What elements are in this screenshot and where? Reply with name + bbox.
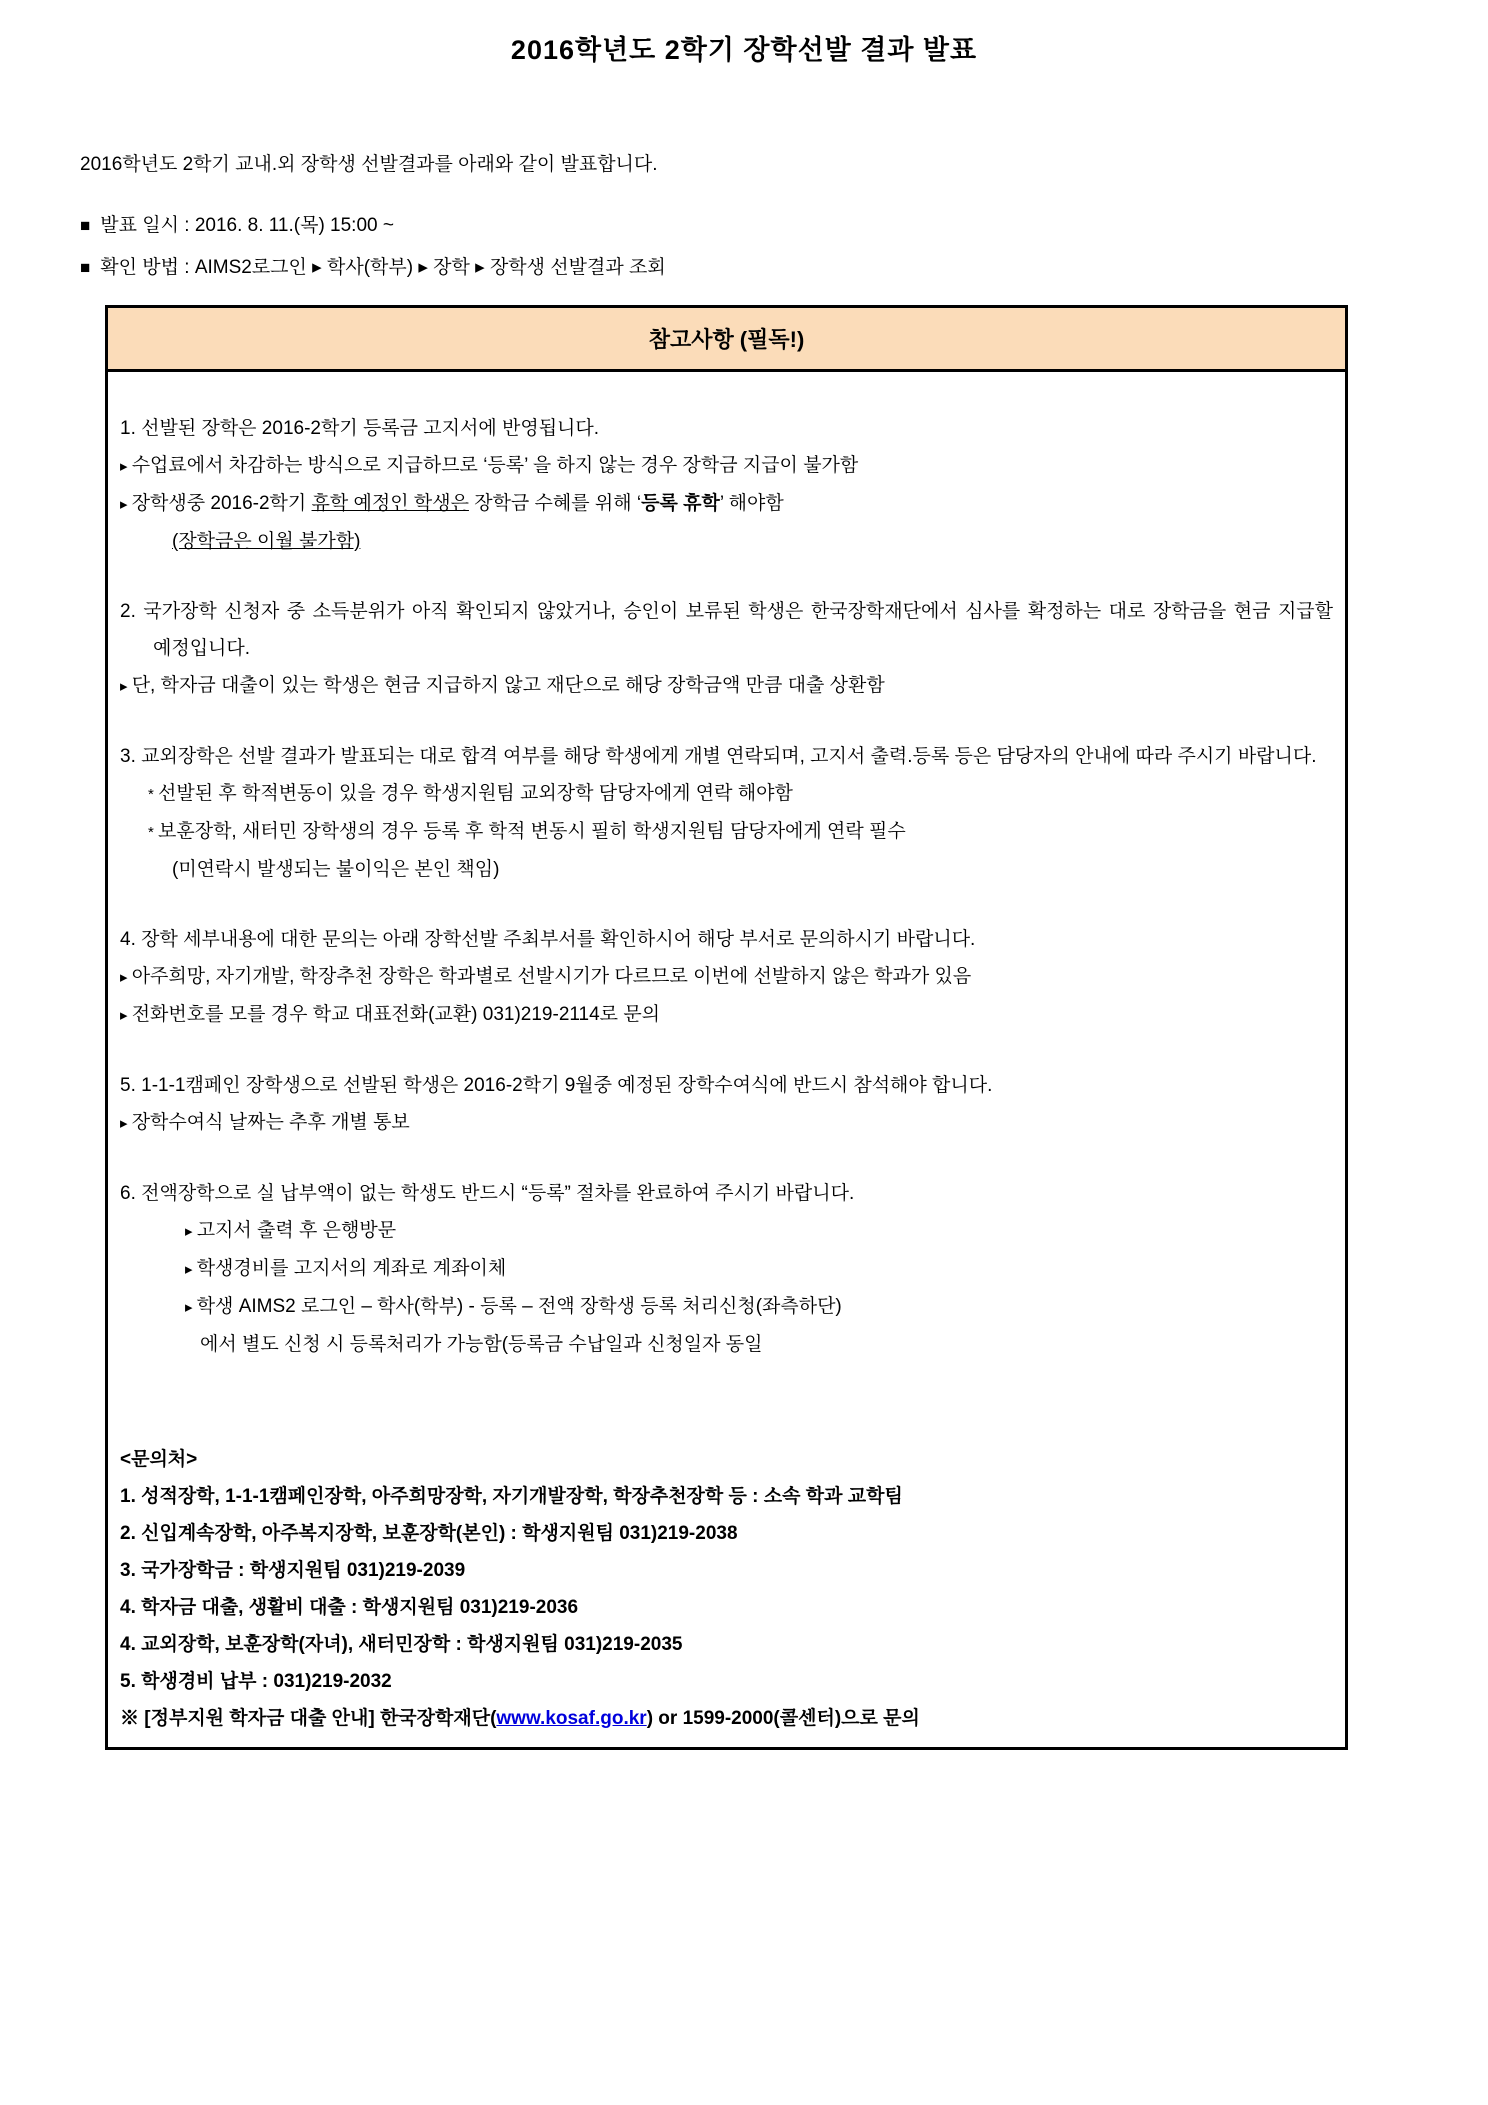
notice-item-list [120, 410, 1333, 1363]
kosaf-link[interactable]: www.kosaf.go.kr [496, 1708, 647, 1729]
contacts-label: <문의처> [120, 1449, 198, 1470]
contact-item: 5. 학생경비 납부 : 031)219-2032 [120, 1671, 392, 1692]
intro-paragraph: 2016학년도 2학기 교내.외 장학생 선발결과를 아래와 같이 발표합니다. [80, 154, 658, 175]
announcement-meta [80, 210, 1408, 279]
notice-item [120, 410, 1333, 560]
text-segment: 고지서 출력 후 은행방문 [196, 1220, 397, 1241]
item-number: 6. [120, 1183, 142, 1204]
notice-sub-item [120, 447, 1333, 485]
text-segment: 수업료에서 차감하는 방식으로 지급하므로 ‘등록’ 을 하지 않는 경우 장학금 지급이 불가함 [131, 455, 859, 476]
meta-row-method [80, 252, 1408, 279]
triangle-bullet-icon: ▸ [120, 678, 132, 695]
triangle-bullet-icon: ▸ [120, 496, 132, 513]
text-segment: 에서 별도 신청 시 등록처리가 가능함(등록금 수납일과 신청일자 동일 [200, 1334, 763, 1355]
notice-sub-item [148, 775, 1333, 813]
notice-sub-item [185, 1212, 1333, 1250]
notice-sub-item [120, 1104, 1333, 1142]
notice-item [120, 1175, 1333, 1363]
notice-sub-item [172, 523, 1333, 560]
asterisk-marker-icon: * [148, 824, 159, 841]
triangle-bullet-icon: ▸ [120, 458, 132, 475]
text-segment: 장학생중 2016-2학기 [131, 493, 312, 514]
notice-body [108, 372, 1345, 1747]
contact-item: 2. 신입계속장학, 아주복지장학, 보훈장학(본인) : 학생지원팀 031)219-2038 [120, 1523, 738, 1544]
black-square-bullet-icon: ■ [80, 258, 91, 277]
contacts-section [120, 1441, 1333, 1737]
contact-item: 4. 교외장학, 보훈장학(자녀), 새터민장학 : 학생지원팀 031)219-2035 [120, 1634, 683, 1655]
asterisk-marker-icon: * [148, 786, 159, 803]
text-segment: 전액장학으로 실 납부액이 없는 학생도 반드시 “등록” 절차를 완료하여 주시기 바랍니다. [141, 1183, 855, 1204]
page-title: 2016학년도 2학기 장학선발 결과 발표 [510, 35, 978, 65]
triangle-bullet-icon: ▸ [120, 1007, 132, 1024]
footnote [120, 1700, 1333, 1737]
item-number: 3. [120, 746, 142, 767]
text-segment: ※ [정부지원 학자금 대출 안내] 한국장학재단( [120, 1708, 497, 1729]
notice-header: 참고사항 (필독!) [108, 308, 1345, 372]
text-segment: (장학금은 이월 불가함) [172, 531, 361, 552]
triangle-bullet-icon: ▸ [120, 1115, 132, 1132]
item-number: 4. [120, 929, 142, 950]
triangle-bullet-icon: ▸ [185, 1299, 197, 1316]
text-segment: 학생 AIMS2 로그인 – 학사(학부) - 등록 – 전액 장학생 등록 처리신청(좌측하단) [196, 1296, 842, 1317]
meta-row-date [80, 210, 1408, 237]
notice-item [120, 1067, 1333, 1142]
triangle-bullet-icon: ▸ [185, 1261, 197, 1278]
notice-sub-item [120, 958, 1333, 996]
notice-sub-item [120, 485, 1333, 523]
item-number: 2. [120, 601, 144, 622]
notice-item-main [120, 1067, 1333, 1104]
notice-box [105, 305, 1348, 1750]
notice-sub-item [172, 851, 1333, 888]
notice-sub-item [120, 996, 1333, 1034]
text-segment: 장학수여식 날짜는 추후 개별 통보 [131, 1112, 410, 1133]
notice-item-main [120, 593, 1333, 667]
notice-sub-item [200, 1326, 1333, 1363]
text-segment: 단, 학자금 대출이 있는 학생은 현금 지급하지 않고 재단으로 해당 장학금액 만큼 대출 상환함 [131, 675, 885, 696]
notice-item-main [120, 921, 1333, 958]
announce-date-text: 발표 일시 : 2016. 8. 11.(목) 15:00 ~ [100, 215, 394, 236]
text-segment: 국가장학 신청자 중 소득분위가 아직 확인되지 않았거나, 승인이 보류된 학생은 한국장학재단에서 심사를 확정하는 대로 장학금을 현금 지급할 예정입니다. [143, 601, 1334, 659]
text-segment: 교외장학은 선발 결과가 발표되는 대로 합격 여부를 해당 학생에게 개별 연락되며, 고지서 출력.등록 등은 담당자의 안내에 따라 주시기 바랍니다. [141, 746, 1317, 767]
text-segment: 장학금 수혜를 위해 ‘ [468, 493, 642, 514]
notice-item [120, 593, 1333, 705]
text-segment: 휴학 예정인 학생은 [311, 493, 469, 514]
notice-item [120, 738, 1333, 888]
notice-sub-item [185, 1250, 1333, 1288]
text-segment: 전화번호를 모를 경우 학교 대표전화(교환) 031)219-2114로 문의 [131, 1004, 661, 1025]
text-segment: ) or 1599-2000(콜센터)으로 문의 [646, 1708, 920, 1729]
text-segment: 보훈장학, 새터민 장학생의 경우 등록 후 학적 변동시 필히 학생지원팀 담당자에게 연락 필수 [158, 821, 906, 842]
notice-item [120, 921, 1333, 1034]
contact-item: 1. 성적장학, 1-1-1캠페인장학, 아주희망장학, 자기개발장학, 학장추천장학 등 : 소속 학과 교학팀 [120, 1486, 903, 1507]
item-number: 5. [120, 1075, 142, 1096]
text-segment: 선발된 후 학적변동이 있을 경우 학생지원팀 교외장학 담당자에게 연락 해야함 [158, 783, 793, 804]
contact-item: 3. 국가장학금 : 학생지원팀 031)219-2039 [120, 1560, 466, 1581]
text-segment: 1-1-1캠페인 장학생으로 선발된 학생은 2016-2학기 9월중 예정된 장학수여식에 반드시 참석해야 합니다. [141, 1075, 993, 1096]
contact-list [120, 1478, 1333, 1700]
check-method-text: 확인 방법 : AIMS2로그인 ▸ 학사(학부) ▸ 장학 ▸ 장학생 선발결과 조회 [100, 257, 666, 278]
text-segment: (미연락시 발생되는 불이익은 본인 책임) [172, 859, 500, 880]
triangle-bullet-icon: ▸ [120, 969, 132, 986]
text-segment: 선발된 장학은 2016-2학기 등록금 고지서에 반영됩니다. [141, 418, 600, 439]
contact-item: 4. 학자금 대출, 생활비 대출 : 학생지원팀 031)219-2036 [120, 1597, 579, 1618]
notice-item-main [120, 410, 1333, 447]
notice-sub-item [120, 667, 1333, 705]
text-segment: 장학 세부내용에 대한 문의는 아래 장학선발 주최부서를 확인하시어 해당 부서로 문의하시기 바랍니다. [141, 929, 976, 950]
item-number: 1. [120, 418, 142, 439]
text-segment: 등록 휴학 [641, 493, 720, 514]
notice-sub-item [185, 1288, 1333, 1326]
notice-sub-item [148, 813, 1333, 851]
text-segment: 학생경비를 고지서의 계좌로 계좌이체 [196, 1258, 507, 1279]
text-segment: 아주희망, 자기개발, 학장추천 장학은 학과별로 선발시기가 다르므로 이번에 선발하지 않은 학과가 있음 [131, 966, 972, 987]
notice-item-main [120, 738, 1333, 775]
text-segment: ’ 해야함 [719, 493, 784, 514]
black-square-bullet-icon: ■ [80, 216, 91, 235]
notice-item-main [120, 1175, 1333, 1212]
triangle-bullet-icon: ▸ [185, 1223, 197, 1240]
